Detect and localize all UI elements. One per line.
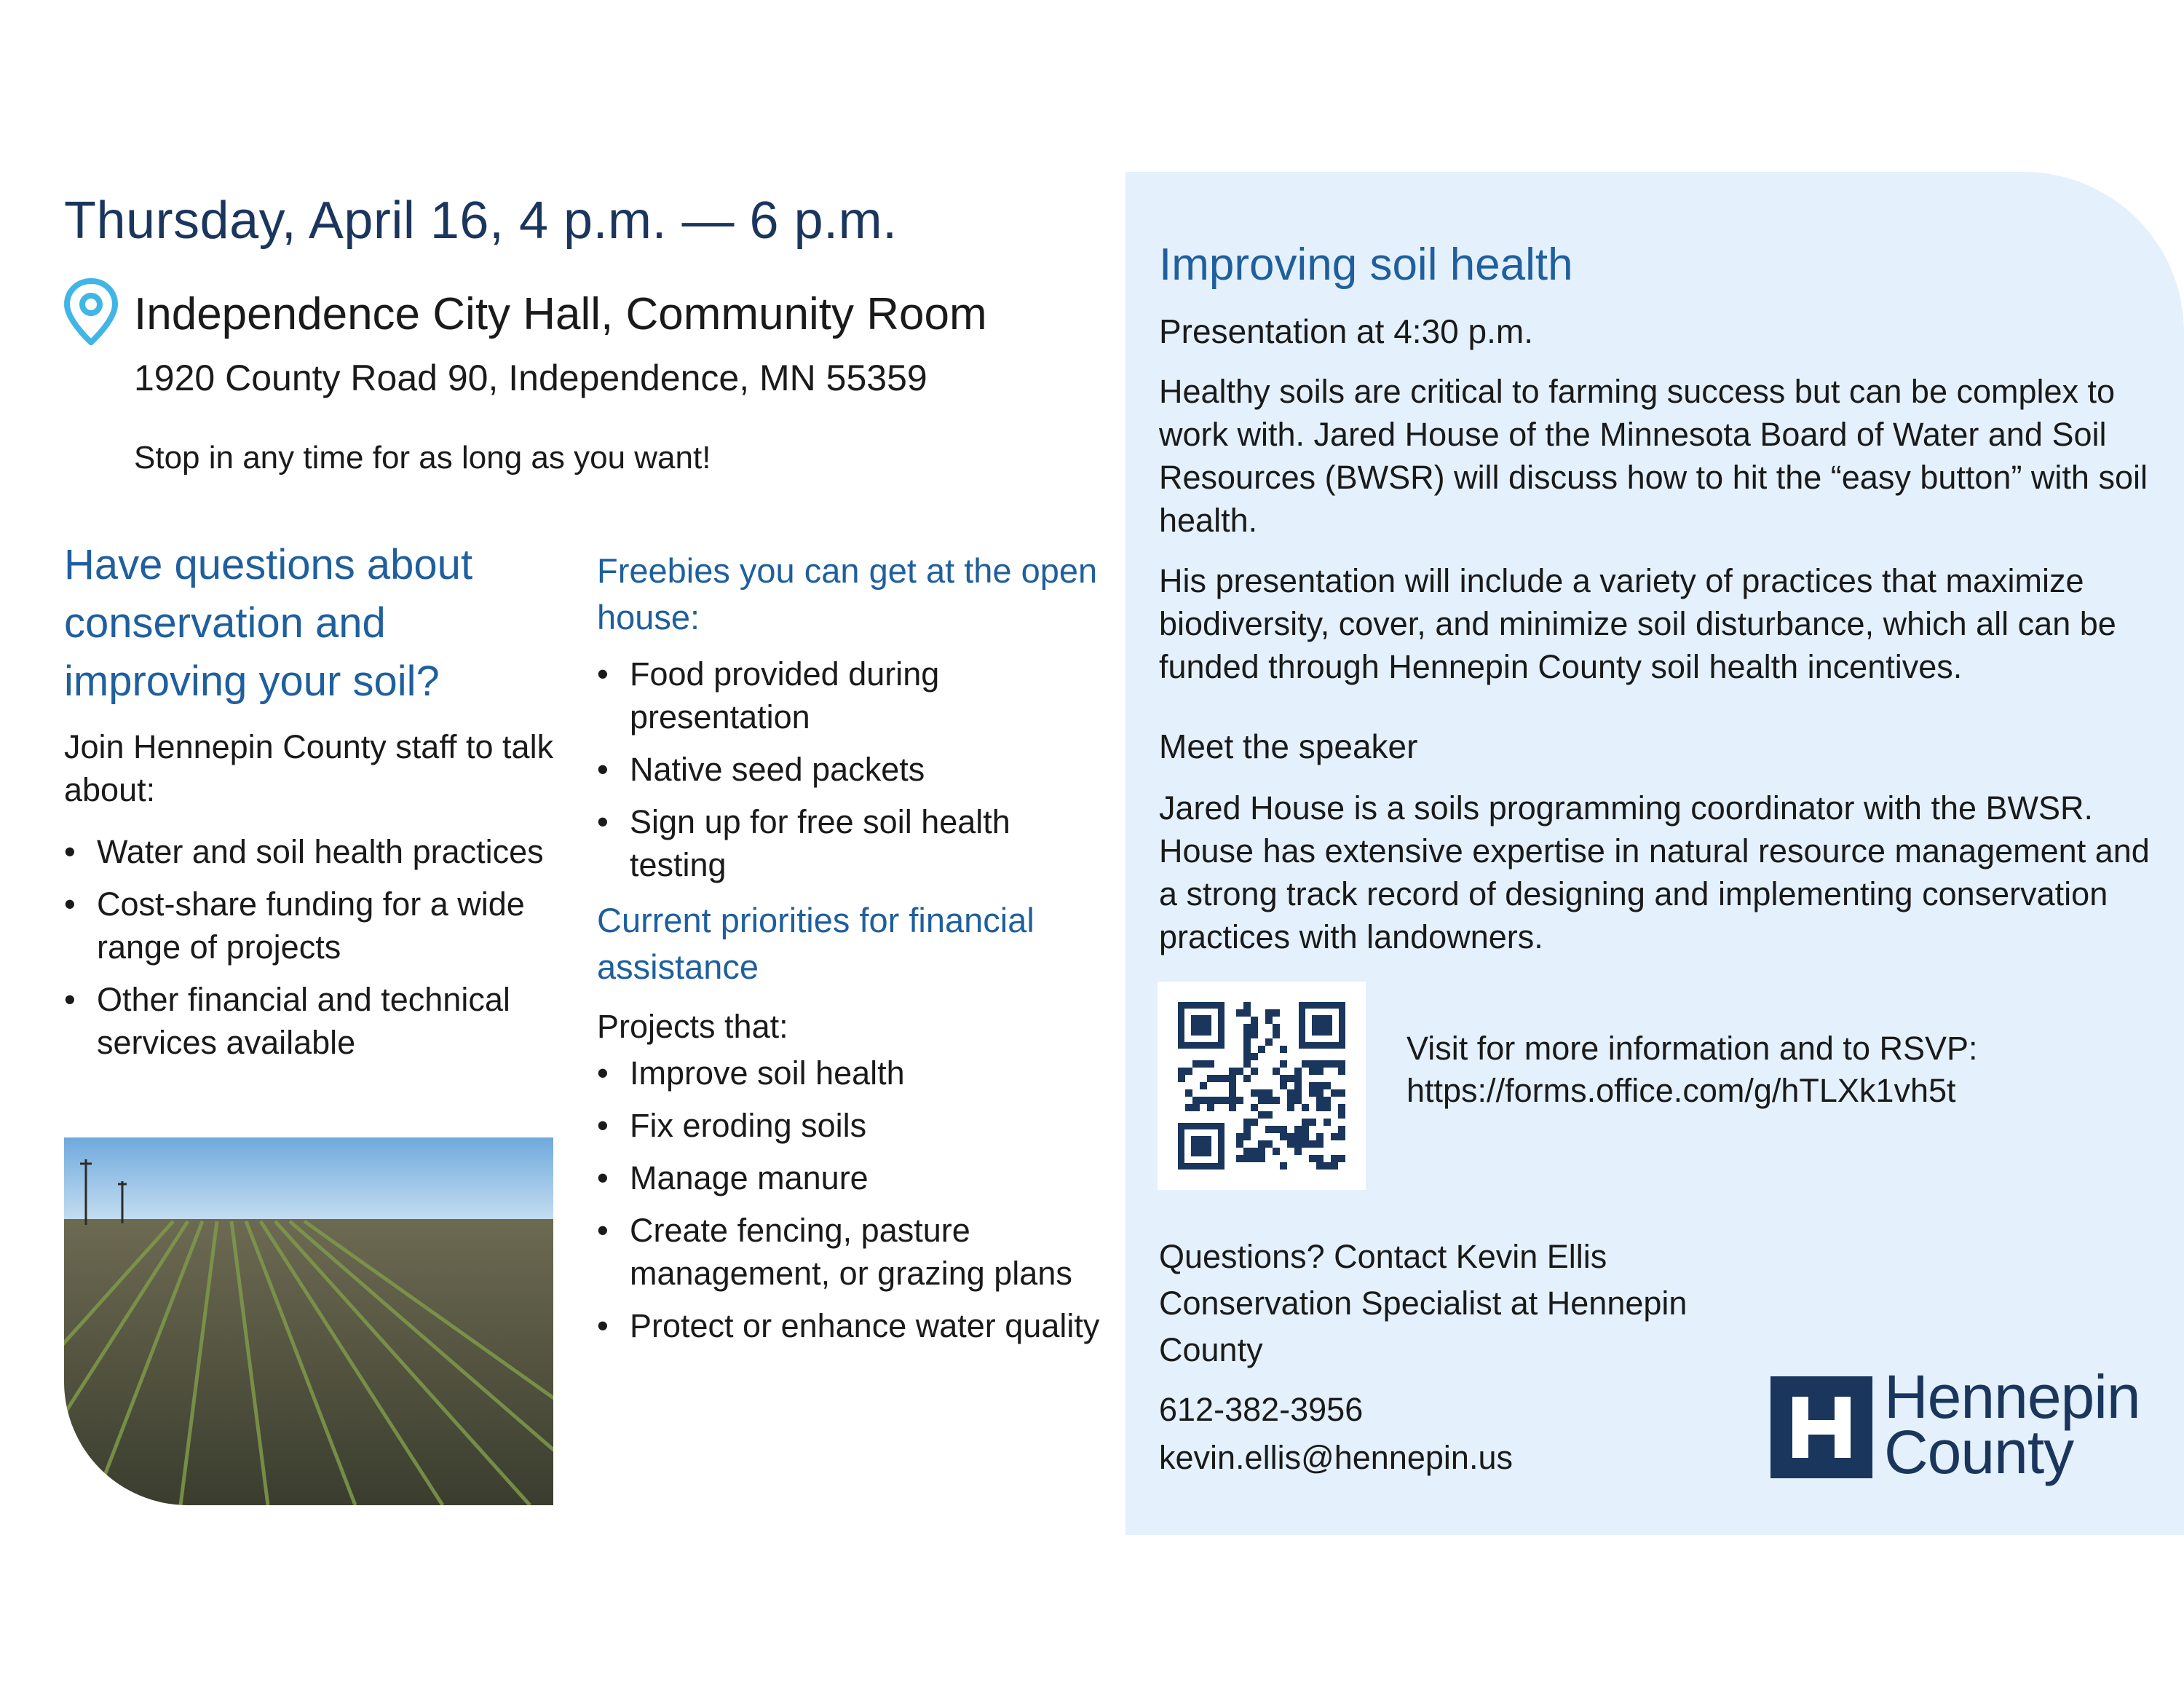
- list-item: • Native seed packets: [597, 748, 1107, 791]
- freebies-heading: Freebies you can get at the open house:: [597, 551, 1098, 636]
- list-item: • Sign up for free soil health testing: [597, 800, 1107, 886]
- contact-text: Questions? Contact Kevin Ellis Conservation Specialist at Hennepin County: [1159, 1238, 1688, 1368]
- venue-address: 1920 County Road 90, Independence, MN 55359: [134, 358, 927, 398]
- qr-code[interactable]: [1158, 982, 1366, 1190]
- priorities-heading: Current priorities for financial assistance: [597, 901, 1034, 986]
- logo-text: Hennepin: [1884, 1362, 2140, 1431]
- event-date-heading: Thursday, April 16, 4 p.m. — 6 p.m.: [64, 192, 898, 250]
- priorities-intro: Projects that:: [597, 1008, 788, 1045]
- questions-heading: Have questions about conservation and improving your soil?: [64, 541, 473, 705]
- priorities-list: [597, 1052, 1107, 1357]
- venue-name: Independence City Hall, Community Room: [134, 289, 987, 339]
- list-item: • Manage manure: [597, 1156, 1107, 1199]
- contact-email[interactable]: kevin.ellis@hennepin.us: [1159, 1439, 1513, 1476]
- presentation-paragraph: His presentation will include a variety of practices that maximize biodiversity, cover, and minimize soil disturbance, which all can be funded through Hennepin County soil health incentives.: [1159, 562, 2116, 685]
- freebies-list: [597, 652, 1107, 896]
- presentation-paragraph: Healthy soils are critical to farming success but can be complex to work with. Jared House of the Minnesota Board of Water and Soil Resources (BWSR) will discuss how to hit the “easy button” with soil health.: [1159, 373, 2148, 539]
- qr-code-icon: [1158, 982, 1366, 1190]
- logo-text: County: [1884, 1418, 2074, 1486]
- questions-intro: Join Hennepin County staff to talk about:: [64, 728, 554, 808]
- hennepin-logo-icon: [1770, 1376, 1872, 1478]
- contact-phone[interactable]: 612-382-3956: [1159, 1391, 1364, 1428]
- list-item: • Other financial and technical services available: [64, 978, 574, 1064]
- list-item: • Water and soil health practices: [64, 830, 574, 873]
- farm-field-photo: [64, 1137, 553, 1505]
- list-item: • Cost-share funding for a wide range of projects: [64, 883, 574, 969]
- questions-list: [64, 830, 574, 1073]
- rsvp-link[interactable]: https://forms.office.com/g/hTLXk1vh5t: [1406, 1072, 1956, 1109]
- list-item: • Create fencing, pasture management, or grazing plans: [597, 1209, 1107, 1295]
- drop-in-note: Stop in any time for as long as you want!: [134, 440, 711, 476]
- rsvp-label: Visit for more information and to RSVP:: [1406, 1030, 1978, 1067]
- speaker-heading: Meet the speaker: [1159, 727, 1418, 765]
- presentation-heading: Improving soil health: [1159, 240, 1573, 290]
- location-pin-icon: [63, 278, 119, 345]
- list-item: • Food provided during presentation: [597, 652, 1107, 738]
- list-item: • Fix eroding soils: [597, 1104, 1107, 1147]
- presentation-time: Presentation at 4:30 p.m.: [1159, 312, 1533, 350]
- speaker-bio: Jared House is a soils programming coordinator with the BWSR. House has extensive expertise in natural resource management and a strong track record of designing and implementing conservation practices with landowners.: [1159, 789, 2150, 955]
- list-item: • Protect or enhance water quality: [597, 1304, 1107, 1347]
- list-item: • Improve soil health: [597, 1052, 1107, 1095]
